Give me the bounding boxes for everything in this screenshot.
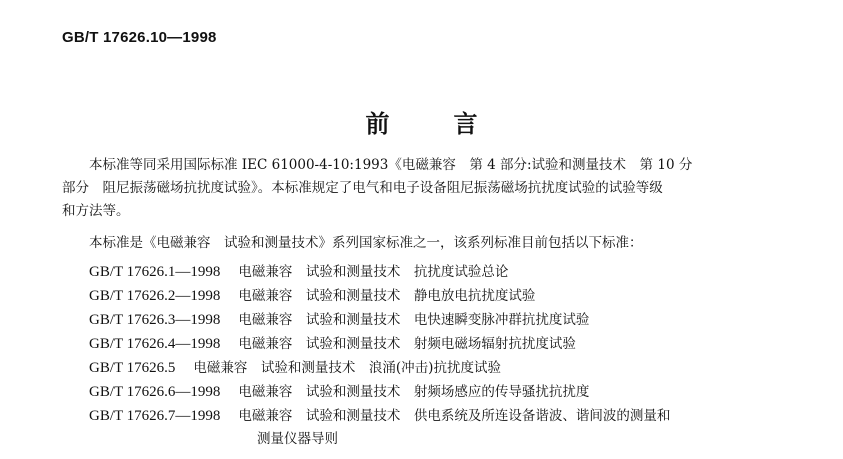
list-item [89, 332, 779, 356]
intro-line-3: 和方法等。 [62, 203, 130, 219]
section-title: 前言 [365, 110, 542, 138]
standard-code: GB/T 17626.7—1998 [89, 408, 221, 424]
standard-title: 电磁兼容 试验和测量技术 电快速瞬变脉冲群抗扰度试验 [238, 312, 590, 328]
list-item [89, 308, 779, 332]
list-item [89, 404, 779, 447]
standard-code: GB/T 17626.1—1998 [89, 264, 221, 280]
standard-title: 电磁兼容 试验和测量技术 抗扰度试验总论 [238, 264, 509, 280]
standard-code: GB/T 17626.2—1998 [89, 288, 221, 304]
standards-list [89, 260, 779, 447]
standard-code: GB/T 17626.6—1998 [89, 384, 221, 400]
list-item [89, 356, 779, 380]
intro-line-2: 部分 阻尼振荡磁场抗扰度试验》。本标准规定了电气和电子设备阻尼振荡磁场抗扰度试验的试验等级 [62, 180, 663, 196]
standard-title: 电磁兼容 试验和测量技术 供电系统及所连设备谐波、谐间波的测量和 [238, 408, 671, 424]
standard-code: GB/T 17626.3—1998 [89, 312, 221, 328]
standard-code: GB/T 17626.4—1998 [89, 336, 221, 352]
standard-title: 电磁兼容 试验和测量技术 射频场感应的传导骚扰抗扰度 [238, 384, 590, 400]
series-paragraph: 本标准是《电磁兼容 试验和测量技术》系列国家标准之一，该系列标准目前包括以下标准： [89, 235, 643, 251]
document-code: GB/T 17626.10—1998 [62, 29, 217, 46]
standard-title-continuation: 测量仪器导则 [257, 431, 338, 447]
list-item [89, 284, 779, 308]
standard-title: 电磁兼容 试验和测量技术 静电放电抗扰度试验 [238, 288, 536, 304]
list-item [89, 380, 779, 404]
standard-code: GB/T 17626.5 [89, 360, 176, 376]
standard-title: 电磁兼容 试验和测量技术 射频电磁场辐射抗扰度试验 [238, 336, 576, 352]
intro-paragraph [62, 154, 762, 223]
list-item [89, 260, 779, 284]
standard-title: 电磁兼容 试验和测量技术 浪涌(冲击)抗扰度试验 [193, 360, 501, 376]
intro-line-1: 本标准等同采用国际标准 IEC 61000-4-10:1993《电磁兼容 第 4 部分:试验和测量技术 第 10 分 [89, 157, 693, 173]
